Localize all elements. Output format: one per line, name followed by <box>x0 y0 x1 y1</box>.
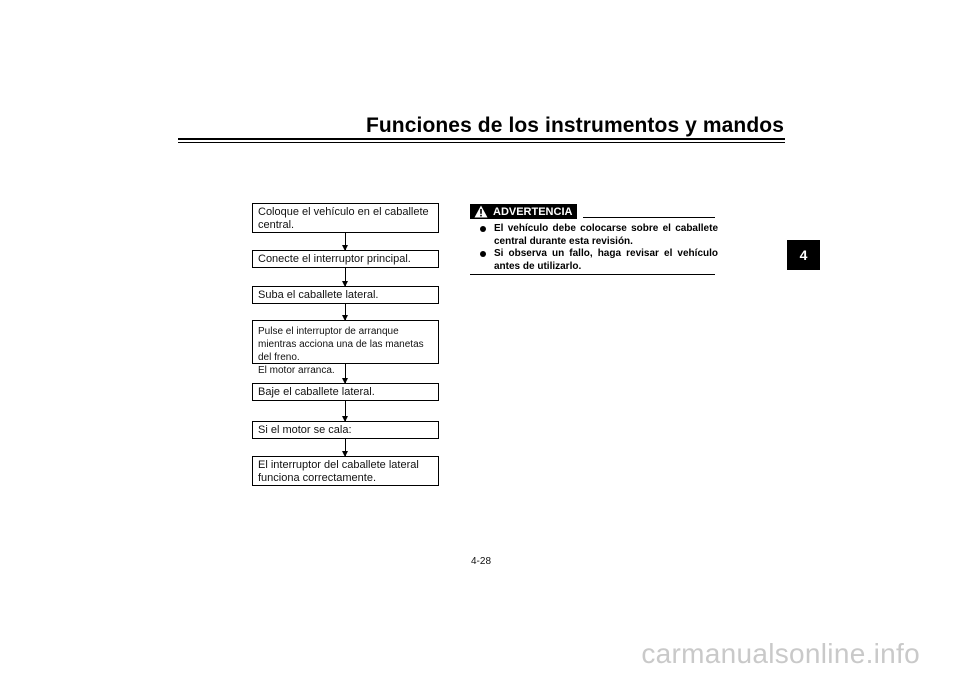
header-rule-thin <box>178 142 785 143</box>
flow-step-4-result: El motor arranca. <box>258 365 335 376</box>
flow-step-4 <box>252 320 439 376</box>
flow-step-5: Baje el caballete lateral. <box>252 383 439 401</box>
flow-arrow <box>345 439 346 456</box>
flow-step-4-text: Pulse el interruptor de arranque mientras acciona una de las manetas del freno. <box>258 326 424 363</box>
warning-item: El vehículo debe colocarse sobre el caballete central durante esta revisión. <box>478 223 718 248</box>
warning-list <box>478 223 718 273</box>
flow-step-2: Conecte el interruptor principal. <box>252 250 439 268</box>
warning-top-rule <box>583 217 715 218</box>
warning-item: Si observa un fallo, haga revisar el vehículo antes de utilizarlo. <box>478 248 718 273</box>
page-number: 4-28 <box>471 556 492 567</box>
flow-arrow <box>345 401 346 421</box>
flow-step-6: Si el motor se cala: <box>252 421 439 439</box>
chapter-tab: 4 <box>787 240 820 270</box>
page-title: Funciones de los instrumentos y mandos <box>365 114 784 137</box>
flow-step-7: El interruptor del caballete lateral funciona correctamente. <box>252 456 439 486</box>
warning-icon <box>474 205 488 218</box>
flow-step-1: Coloque el vehículo en el caballete central. <box>252 203 439 233</box>
header-rule <box>178 138 785 140</box>
flow-arrow <box>345 233 346 250</box>
flow-step-3: Suba el caballete lateral. <box>252 286 439 304</box>
watermark: carmanualsonline.info <box>641 638 920 669</box>
flow-arrow <box>345 304 346 320</box>
flow-arrow <box>345 268 346 286</box>
warning-label-text: ADVERTENCIA <box>493 205 573 218</box>
flow-arrow <box>345 364 346 383</box>
warning-label <box>470 204 577 219</box>
warning-bottom-rule <box>470 274 715 275</box>
